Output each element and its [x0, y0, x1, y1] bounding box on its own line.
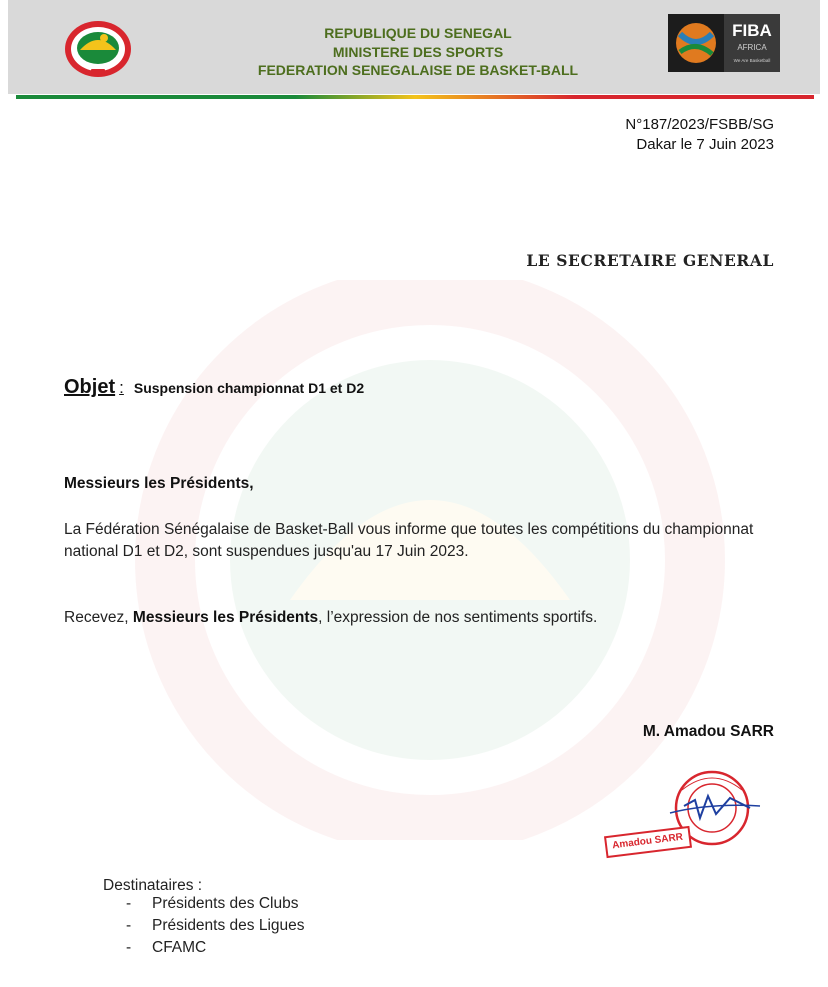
fiba-africa-logo [668, 14, 780, 72]
closing-paragraph [64, 609, 597, 627]
header-republic: REPUBLIQUE DU SENEGAL [324, 25, 512, 41]
recipients-label: Destinataires : [103, 877, 203, 894]
recipient-cfamc: CFAMC [152, 939, 207, 956]
salutation: Messieurs les Présidents, [64, 475, 254, 492]
recipient-leagues: Présidents des Ligues [152, 917, 305, 934]
recipient-clubs: Présidents des Clubs [152, 895, 299, 912]
subject-line [64, 376, 364, 399]
letterhead [8, 0, 820, 94]
closing-prefix: Recevez, [64, 609, 133, 626]
reference-block [625, 115, 774, 155]
closing-suffix: , l’expression de nos sentiments sportifs. [318, 609, 598, 626]
stamp-name: Amadou SARR [611, 831, 684, 852]
letterhead-title [208, 24, 628, 80]
fsbb-seal-icon [64, 20, 132, 78]
place-date: Dakar le 7 Juin 2023 [636, 136, 774, 153]
list-dash: - [126, 939, 132, 956]
svg-text:AFRICA: AFRICA [737, 43, 767, 52]
subject-text: Suspension championnat D1 et D2 [133, 380, 365, 396]
list-item [126, 937, 305, 959]
sender-title: LE SECRETAIRE GENERAL [526, 251, 774, 270]
svg-text:We Are Basketball: We Are Basketball [733, 58, 771, 63]
header-ministry: MINISTERE DES SPORTS [332, 43, 504, 60]
body-paragraph: La Fédération Sénégalaise de Basket-Ball vous informe que toutes les compétitions du championnat national D1 et D2, sont suspendues jusqu'au 17 Juin 2023. [64, 521, 754, 560]
list-dash: - [126, 917, 132, 934]
color-divider [16, 95, 814, 99]
svg-text:FIBA: FIBA [732, 21, 772, 40]
closing-bold: Messieurs les Présidents [132, 609, 319, 626]
list-item [126, 893, 305, 915]
list-item [126, 915, 305, 937]
list-dash: - [126, 895, 132, 912]
subject-colon: : [119, 378, 124, 397]
signatory-name: M. Amadou SARR [642, 723, 774, 740]
header-federation: FEDERATION SENEGALAISE DE BASKET-BALL [257, 62, 579, 78]
reference-number: N°187/2023/FSBB/SG [625, 116, 774, 133]
subject-label: Objet [64, 376, 116, 398]
recipients-list [126, 893, 305, 959]
